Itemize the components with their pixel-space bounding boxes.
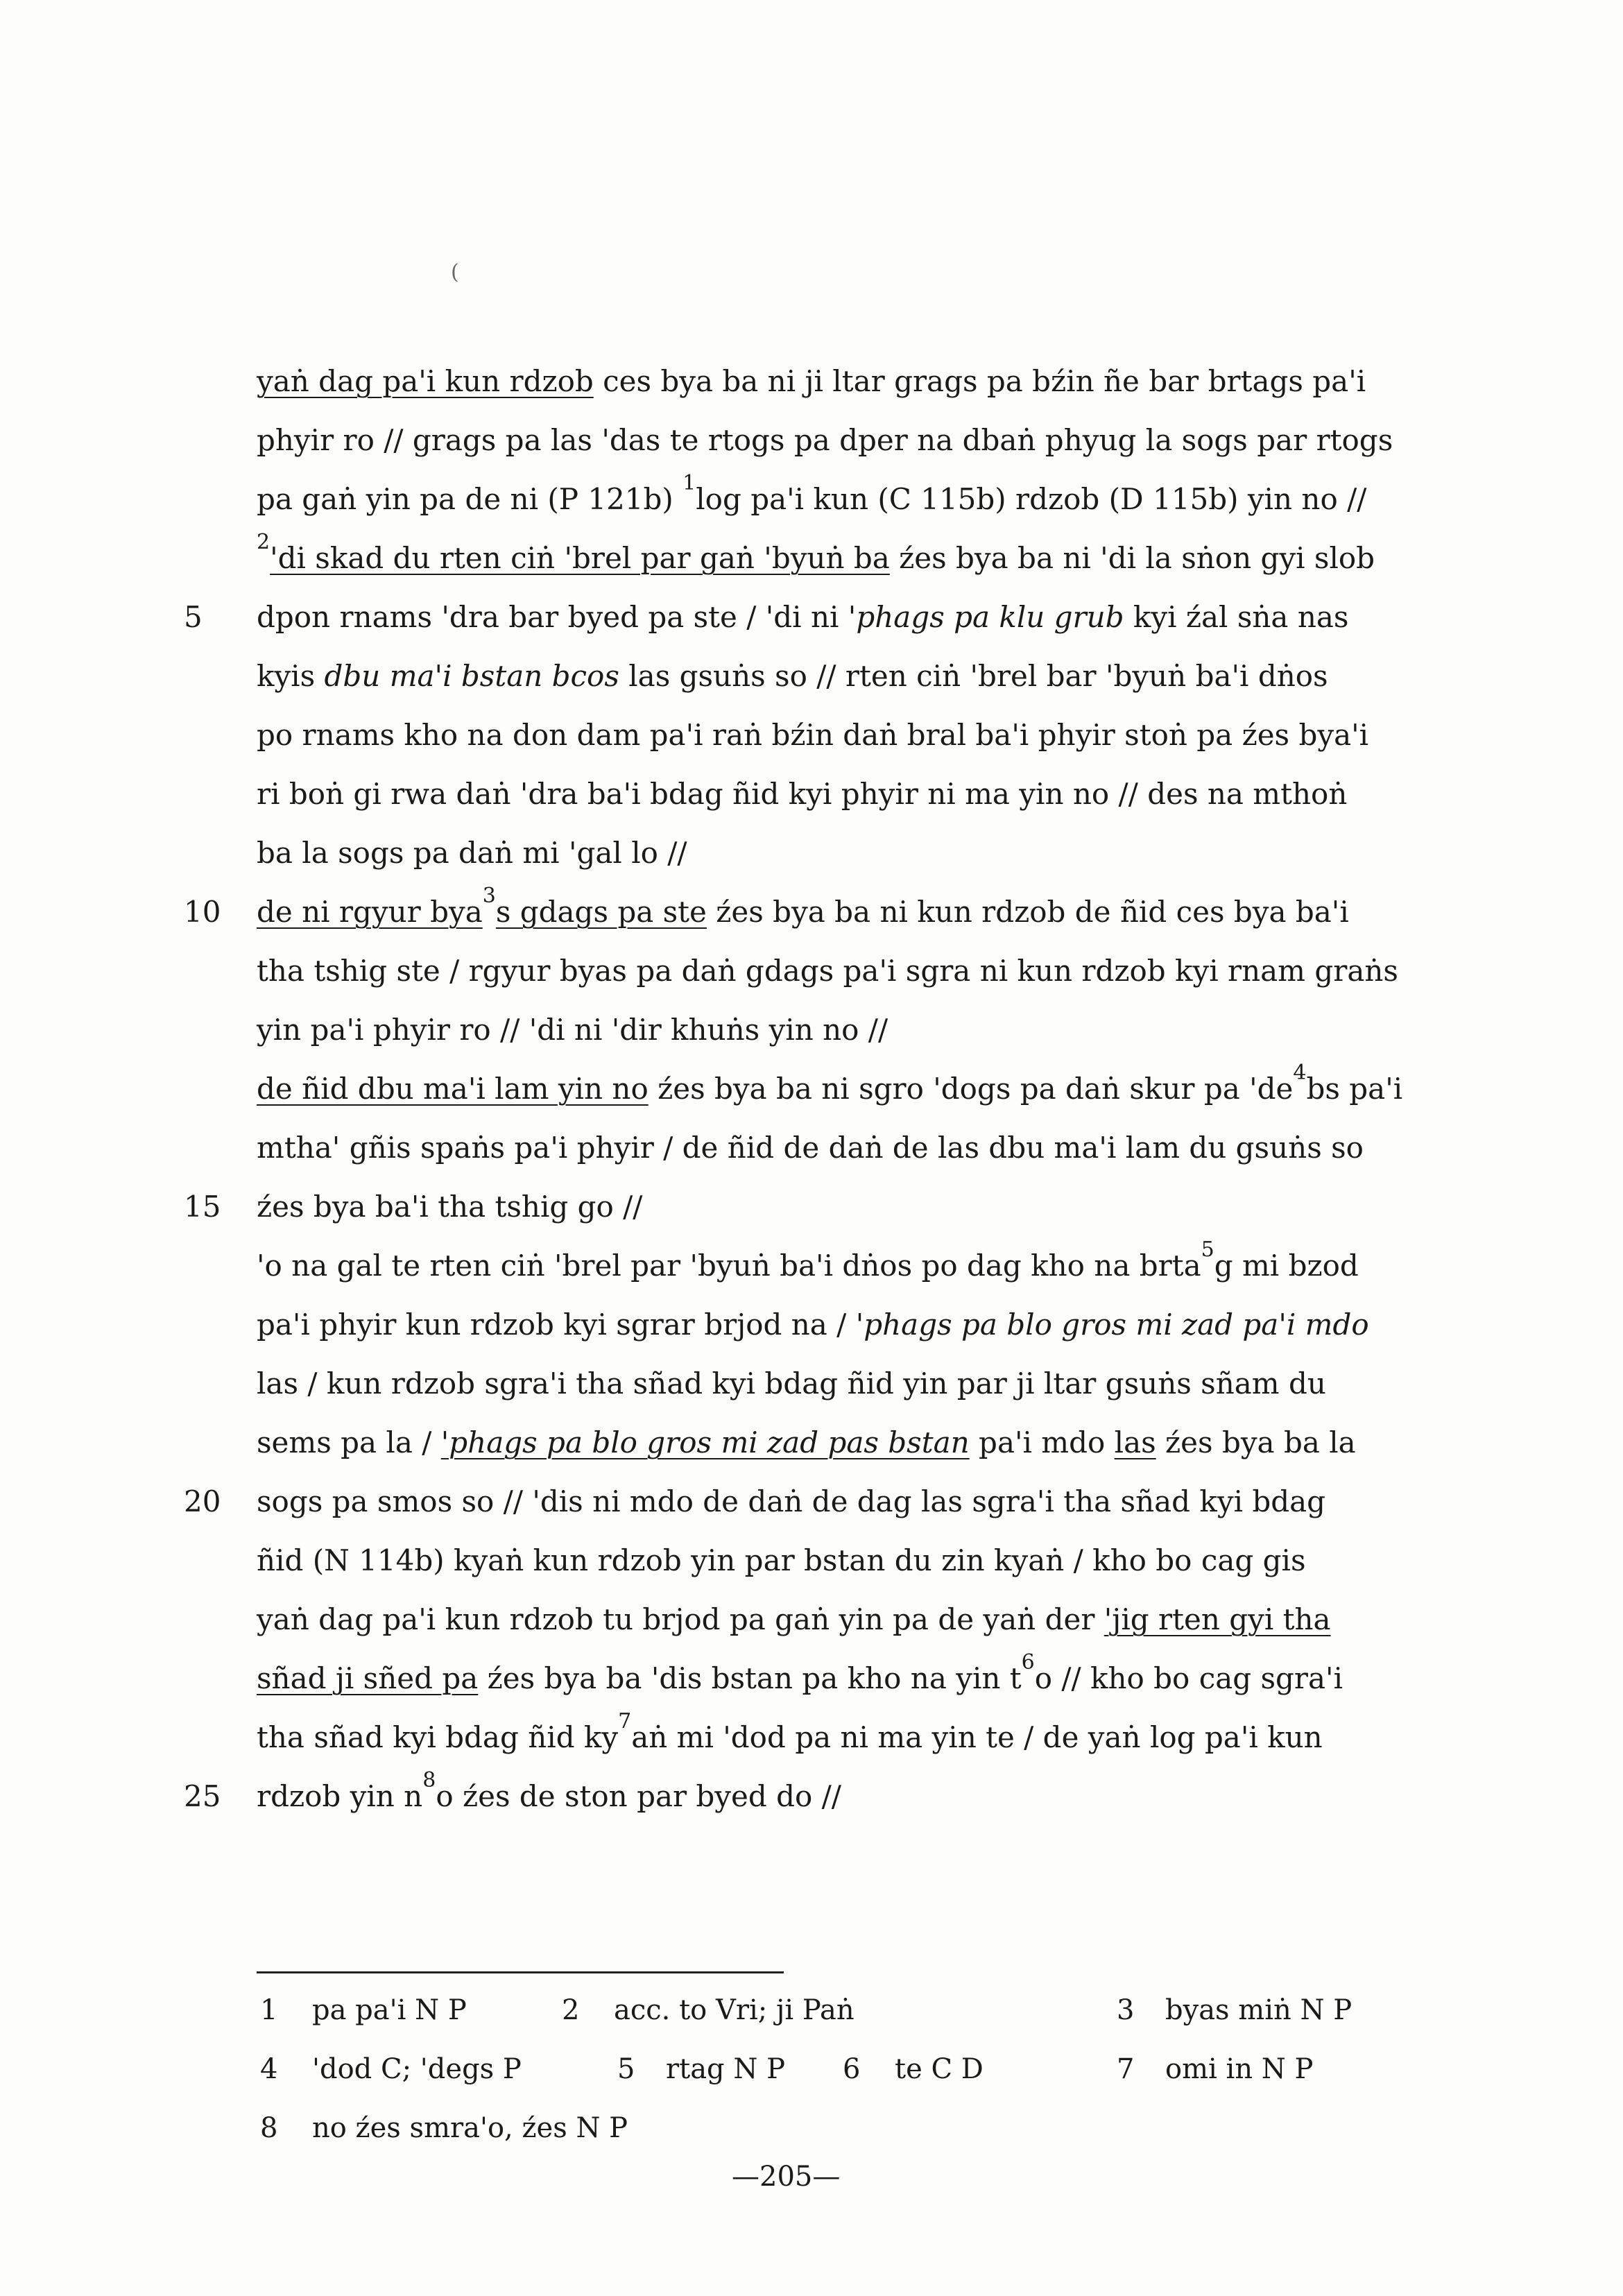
text-segment: yin pa'i phyir ro // 'di ni 'dir khuṅs yin no // xyxy=(257,1013,888,1047)
text-segment: 'phags pa blo gros mi zad pa'i mdo xyxy=(855,1308,1369,1342)
text-segment: 'jig rten gyi tha xyxy=(1104,1602,1331,1636)
line-number: 15 xyxy=(184,1190,221,1224)
text-segment: ces bya ba ni ji ltar grags pa bźin ñe bar brtags pa'i xyxy=(593,364,1366,398)
footnote xyxy=(260,2041,522,2097)
text-segment: pa'i mdo xyxy=(969,1425,1115,1459)
text-line xyxy=(257,350,1366,413)
text-segment: dpon rnams 'dra bar byed pa ste / 'di ni xyxy=(257,600,848,634)
text-segment: de ni rgyur bya xyxy=(257,895,483,929)
text-segment: bs pa'i xyxy=(1306,1072,1403,1106)
text-segment: sogs pa smos so // 'dis ni mdo de daṅ de dag las sgra'i tha sñad kyi bdag xyxy=(257,1484,1326,1518)
footnote-number: 3 xyxy=(1117,1994,1135,2026)
footnote-number: 6 xyxy=(843,2053,861,2085)
text-segment: de ñid dbu ma'i lam yin no xyxy=(257,1072,649,1106)
text-segment: las gsuṅs so // rten ciṅ 'brel bar 'byuṅ ba'i dṅos xyxy=(619,659,1328,693)
line-number: 20 xyxy=(184,1484,221,1518)
text-segment: 'o na gal te rten ciṅ 'brel par 'byuṅ ba'i dṅos po dag kho na brta xyxy=(257,1249,1201,1283)
text-segment: o źes de ston par byed do // xyxy=(436,1779,841,1813)
footnote-ref: 8 xyxy=(422,1768,436,1792)
text-line xyxy=(257,822,687,884)
text-segment: pa'i phyir kun rdzob kyi sgrar brjod na / xyxy=(257,1308,856,1342)
text-segment: aṅ mi 'dod pa ni ma yin te / de yaṅ log pa'i kun xyxy=(631,1720,1323,1754)
text-segment: log pa'i kun (C 115b) rdzob (D 115b) yin no // xyxy=(696,482,1367,516)
text-segment: yaṅ dag pa'i kun rdzob tu brjod pa gaṅ yin pa de yaṅ der xyxy=(257,1602,1104,1636)
text-line xyxy=(257,1588,1331,1651)
footnote-divider xyxy=(257,1971,784,1973)
text-line xyxy=(257,1647,1343,1710)
text-segment: tha sñad kyi bdag ñid ky xyxy=(257,1720,619,1754)
text-segment: yaṅ dag pa'i kun rdzob xyxy=(257,364,594,398)
text-segment: las / kun rdzob sgra'i tha sñad kyi bdag ñid yin par ji ltar gsuṅs sñam du xyxy=(257,1367,1326,1400)
text-segment: o // kho bo cag sgra'i xyxy=(1034,1661,1343,1695)
text-line xyxy=(257,645,1328,708)
footnote-text: omi in N P xyxy=(1165,2053,1314,2085)
text-segment: źes bya ba ni 'di la sṅon gyi slob xyxy=(889,541,1375,575)
text-segment: źes bya ba'i tha tshig go // xyxy=(257,1190,643,1224)
text-line xyxy=(257,1294,1369,1356)
text-line xyxy=(257,1765,841,1828)
text-segment: ba la sogs pa daṅ mi 'gal lo // xyxy=(257,836,687,870)
footnote-ref: 5 xyxy=(1201,1237,1214,1262)
footnote-text: no źes smra'o, źes N P xyxy=(312,2112,628,2144)
footnote-number: 8 xyxy=(260,2112,278,2144)
text-line xyxy=(257,1530,1306,1592)
footnote-ref: 7 xyxy=(618,1709,632,1733)
text-line xyxy=(257,1706,1323,1769)
text-line xyxy=(257,704,1368,766)
text-segment: kyi źal sṅa nas xyxy=(1124,600,1349,634)
text-segment: 'phags pa klu grub xyxy=(848,600,1124,634)
text-line xyxy=(257,468,1366,531)
footnote-number: 1 xyxy=(260,1994,278,2026)
text-segment: źes bya ba ni sgro 'dogs pa daṅ skur pa 'de xyxy=(648,1072,1294,1106)
stray-mark: ( xyxy=(451,260,459,284)
text-line xyxy=(257,940,1398,1002)
footnote-ref: 6 xyxy=(1021,1650,1035,1674)
text-line xyxy=(257,1412,1356,1474)
footnote-number: 7 xyxy=(1117,2053,1135,2085)
text-line xyxy=(257,1471,1325,1533)
text-line xyxy=(257,1235,1359,1297)
text-segment: rdzob yin n xyxy=(257,1779,423,1813)
footnote-text: byas miṅ N P xyxy=(1165,1994,1352,2026)
text-segment: 'di skad du rten ciṅ 'brel par gaṅ 'byuṅ ba xyxy=(270,541,890,575)
text-segment: dbu ma'i bstan bcos xyxy=(324,659,619,693)
footnote-text: 'dod C; 'degs P xyxy=(312,2053,522,2085)
footnote xyxy=(1117,2041,1313,2097)
text-segment: phyir ro // grags pa las 'das te rtogs pa dper na dbaṅ phyug la sogs par rtogs xyxy=(257,423,1393,457)
text-segment: mtha' gñis spaṅs pa'i phyir / de ñid de daṅ de las dbu ma'i lam du gsuṅs so xyxy=(257,1131,1364,1165)
text-segment: las xyxy=(1114,1425,1156,1459)
line-number: 25 xyxy=(184,1779,221,1813)
text-line xyxy=(257,999,888,1061)
footnote xyxy=(562,1982,855,2038)
text-segment: sñad ji sñed pa xyxy=(257,1661,479,1695)
text-line xyxy=(257,1176,642,1238)
footnote-text: acc. to Vri; ji Paṅ xyxy=(614,1994,855,2026)
text-line xyxy=(257,1058,1402,1120)
footnote-ref: 2 xyxy=(257,530,270,554)
footnote xyxy=(843,2041,984,2097)
line-number: 10 xyxy=(184,895,221,929)
footnote xyxy=(260,1982,467,2038)
text-line xyxy=(257,409,1393,472)
text-segment: źes bya ba 'dis bstan pa kho na yin t xyxy=(478,1661,1022,1695)
page-number: —205— xyxy=(732,2161,841,2193)
text-segment: źes bya ba ni kun rdzob de ñid ces bya ba'i xyxy=(706,895,1349,929)
text-segment: źes bya ba la xyxy=(1156,1425,1356,1459)
line-number: 5 xyxy=(184,600,203,634)
footnote-ref: 3 xyxy=(482,884,496,908)
text-line xyxy=(257,1117,1364,1179)
footnote-ref: 1 xyxy=(682,471,696,495)
text-line xyxy=(257,586,1348,649)
text-segment: sems pa la / xyxy=(257,1425,441,1459)
footnote-number: 4 xyxy=(260,2053,278,2085)
text-segment: tha tshig ste / rgyur byas pa daṅ gdags pa'i sgra ni kun rdzob kyi rnam graṅs xyxy=(257,954,1398,988)
text-segment: g mi bzod xyxy=(1214,1249,1359,1283)
text-segment: po rnams kho na don dam pa'i raṅ bźin daṅ bral ba'i phyir stoṅ pa źes bya'i xyxy=(257,718,1369,752)
text-segment: 'phags pa blo gros mi zad pas bstan xyxy=(440,1425,970,1459)
footnote-text: pa pa'i N P xyxy=(312,1994,467,2026)
text-line xyxy=(257,1353,1326,1415)
footnote-text: te C D xyxy=(895,2053,984,2085)
footnote xyxy=(1117,1982,1352,2038)
text-segment: kyis xyxy=(257,659,325,693)
footnote-number: 2 xyxy=(562,1994,580,2026)
text-segment: ri boṅ gi rwa daṅ 'dra ba'i bdag ñid kyi phyir ni ma yin no // des na mthoṅ xyxy=(257,777,1348,811)
footnote xyxy=(617,2041,785,2097)
text-line xyxy=(257,527,1375,590)
text-line xyxy=(257,881,1349,943)
footnote-ref: 4 xyxy=(1293,1061,1307,1085)
footnote-text: rtag N P xyxy=(666,2053,785,2085)
footnote-number: 5 xyxy=(617,2053,635,2085)
footnote xyxy=(260,2100,628,2156)
text-segment: pa gaṅ yin pa de ni (P 121b) xyxy=(257,482,683,516)
text-segment: ñid (N 114b) kyaṅ kun rdzob yin par bstan du zin kyaṅ / kho bo cag gis xyxy=(257,1543,1306,1577)
text-segment: s gdags pa ste xyxy=(495,895,707,929)
text-line xyxy=(257,763,1347,825)
